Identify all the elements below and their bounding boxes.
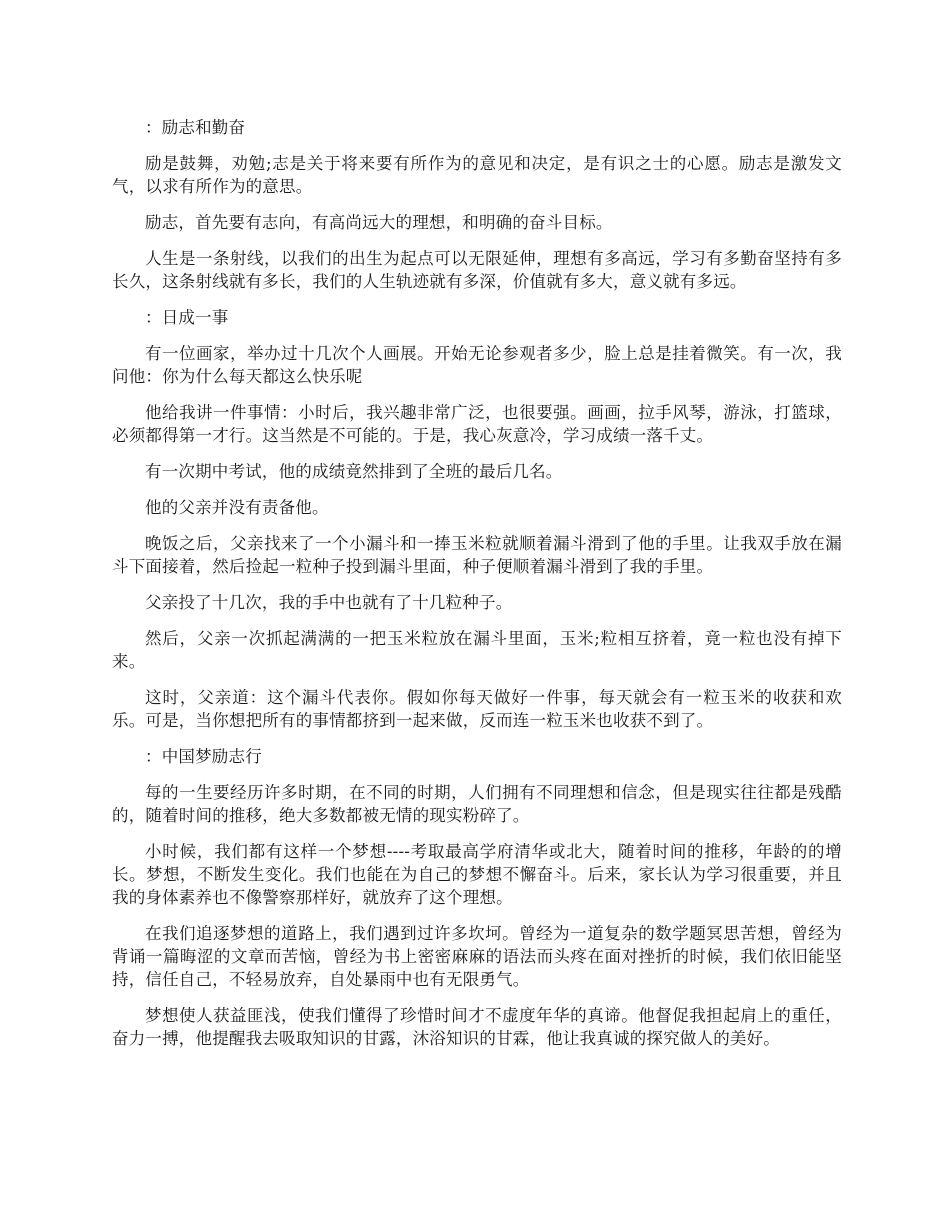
paragraph: 梦想使人获益匪浅，使我们懂得了珍惜时间才不虚度年华的真谛。他督促我担起肩上的重任，奋力一搏，他提醒我去吸取知识的甘露，沐浴知识的甘霖，他让我真诚的探究做人的美好。 <box>112 1006 842 1048</box>
paragraph: 他给我讲一件事情：小时后，我兴趣非常广泛，也很要强。画画，拉手风琴，游泳，打篮球，必须都得第一才行。这当然是不可能的。于是，我心灰意冷，学习成绩一落千丈。 <box>112 403 842 445</box>
paragraph: 然后，父亲一次抓起满满的一把玉米粒放在漏斗里面，玉米;粒相互挤着，竟一粒也没有掉下来。 <box>112 629 842 671</box>
paragraph: 小时候，我们都有这样一个梦想----考取最高学府清华或北大，随着时间的推移，年龄的的增长。梦想，不断发生变化。我们也能在为自己的梦想不懈奋斗。后来，家长认为学习很重要，并且我的身体素养也不像警察那样好，就放弃了这个理想。 <box>112 842 842 907</box>
paragraph: 励是鼓舞，劝勉;志是关于将来要有所作为的意见和决定，是有识之士的心愿。励志是激发文气，以求有所作为的意思。 <box>112 154 842 196</box>
section-heading-3: ：中国梦励志行 <box>145 747 262 766</box>
document-body <box>112 116 842 1063</box>
section-heading-1: ：励志和勤奋 <box>145 118 246 137</box>
paragraph: 人生是一条射线，以我们的出生为起点可以无限延伸，理想有多高远，学习有多勤奋坚持有多长久，这条射线就有多长，我们的人生轨迹就有多深，价值就有多大，意义就有多远。 <box>112 249 842 291</box>
paragraph: 他的父亲并没有责备他。 <box>145 498 329 517</box>
paragraph: 在我们追逐梦想的道路上，我们遇到过许多坎坷。曾经为一道复杂的数学题冥思苦想，曾经为背诵一篇晦涩的文章而苦恼，曾经为书上密密麻麻的语法而头疼在面对挫折的时候，我们依旧能坚持，信任自己，不轻易放弃，自处暴雨中也有无限勇气。 <box>112 924 842 989</box>
section-heading-2: ：日成一事 <box>145 308 229 327</box>
paragraph: 这时，父亲道：这个漏斗代表你。假如你每天做好一件事，每天就会有一粒玉米的收获和欢乐。可是，当你想把所有的事情都挤到一起来做，反而连一粒玉米也收获不到了。 <box>112 688 842 730</box>
paragraph: 每的一生要经历许多时期，在不同的时期，人们拥有不同理想和信念，但是现实往往都是残酷的，随着时间的推移，绝大多数都被无情的现实粉碎了。 <box>112 783 842 825</box>
paragraph: 有一位画家，举办过十几次个人画展。开始无论参观者多少，脸上总是挂着微笑。有一次，我问他：你为什么每天都这么快乐呢 <box>112 344 842 386</box>
paragraph: 晚饭之后，父亲找来了一个小漏斗和一捧玉米粒就顺着漏斗滑到了他的手里。让我双手放在漏斗下面接着，然后捡起一粒种子投到漏斗里面，种子便顺着漏斗滑到了我的手里。 <box>112 534 842 576</box>
paragraph: 有一次期中考试，他的成绩竟然排到了全班的最后几名。 <box>145 462 563 481</box>
paragraph: 励志，首先要有志向，有高尚远大的理想，和明确的奋斗目标。 <box>145 213 613 232</box>
paragraph: 父亲投了十几次，我的手中也就有了十几粒种子。 <box>145 593 513 612</box>
